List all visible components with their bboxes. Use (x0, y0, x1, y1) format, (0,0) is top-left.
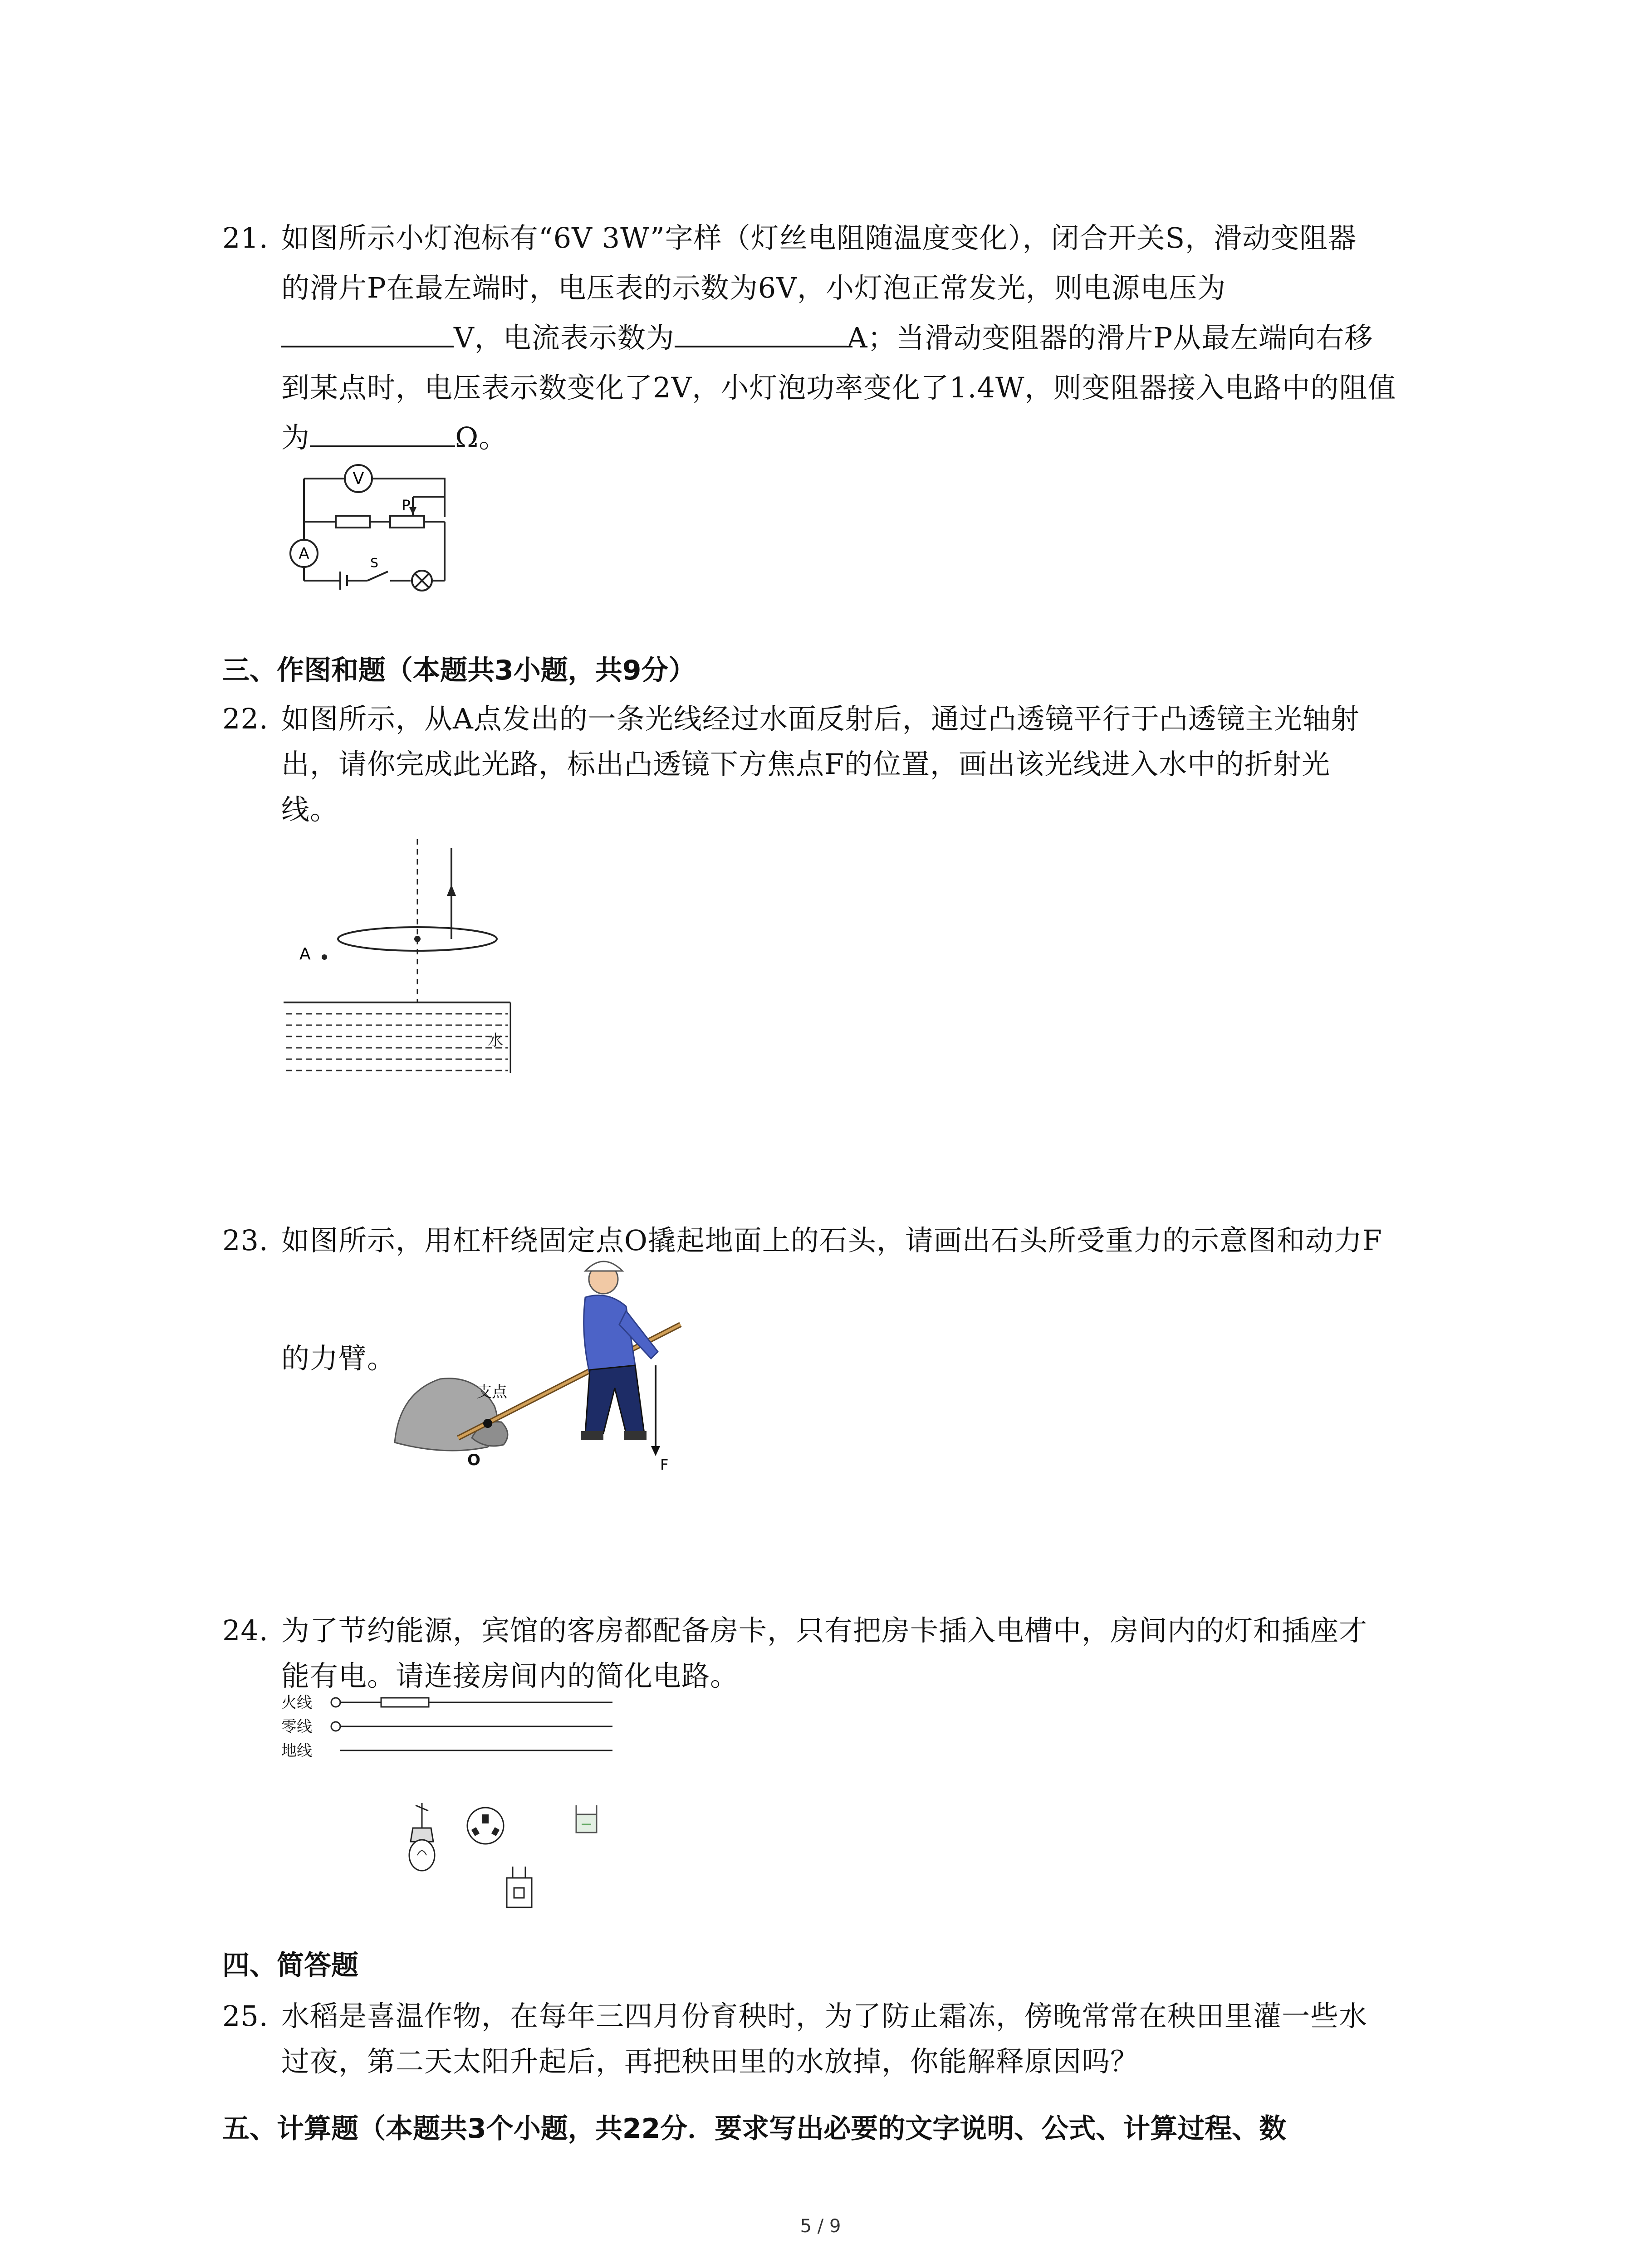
q24-household-circuit (277, 1692, 631, 1919)
question-text-line: 线。 (281, 793, 339, 826)
question-text-line: 如图所示小灯泡标有“6V 3W”字样（灯丝电阻随温度变化），闭合开关S，滑动变阻器 (281, 221, 1357, 254)
water-label: 水 (488, 1031, 503, 1050)
question-text-line: 为了节约能源，宾馆的客房都配备房卡，只有把房卡插入电槽中，房间内的灯和插座才 (281, 1614, 1368, 1647)
switch-label: S (370, 555, 378, 570)
question-text-line: 能有电。请连接房间内的简化电路。 (281, 1659, 739, 1692)
answer-blank[interactable] (675, 318, 847, 347)
question-number: 23. (222, 1224, 269, 1257)
q23-lever-diagram (390, 1243, 735, 1479)
answer-blank[interactable] (310, 418, 455, 447)
ground-wire-label: 地线 (281, 1742, 312, 1760)
force-label: F (660, 1456, 669, 1473)
question-number: 24. (222, 1614, 269, 1647)
page-number: 5 / 9 (800, 2216, 841, 2237)
live-wire-label: 火线 (281, 1694, 312, 1712)
q22-lens-water-diagram (281, 835, 535, 1080)
slider-label: P (402, 497, 411, 514)
q21-circuit-diagram (277, 458, 467, 594)
question-number: 21. (222, 221, 269, 254)
section-heading: 四、简答题 (222, 1950, 358, 1981)
question-text-line: 如图所示，用杠杆绕固定点O撬起地面上的石头，请画出石头所受重力的示意图和动力F (281, 1224, 1382, 1257)
section-heading: 五、计算题（本题共3个小题，共22分．要求写出必要的文字说明、公式、计算过程、数 (222, 2113, 1287, 2145)
question-number: 25. (222, 1999, 269, 2033)
section-heading: 三、作图和题（本题共3小题，共9分） (222, 655, 696, 686)
question-number: 22. (222, 702, 269, 735)
point-a-label: A (299, 945, 311, 963)
question-text-line: 出，请你完成此光路，标出凸透镜下方焦点F的位置，画出该光线进入水中的折射光 (281, 748, 1331, 781)
voltmeter-label: V (353, 469, 364, 488)
question-text-line: 的力臂。 (281, 1342, 396, 1375)
question-text-line: V，电流表示数为 A；当滑动变阻器的滑片P从最左端向右移 (281, 313, 1373, 363)
answer-blank[interactable] (281, 318, 454, 347)
question-text-line: 为 Ω。 (281, 413, 507, 463)
question-text-line: 水稻是喜温作物，在每年三四月份育秧时，为了防止霜冻，傍晚常常在秧田里灌一些水 (281, 1999, 1368, 2033)
pivot-label: 支点 (476, 1383, 507, 1401)
question-text-line: 过夜，第二天太阳升起后，再把秧田里的水放掉，你能解释原因吗？ (281, 2045, 1139, 2078)
question-text-line: 到某点时，电压表示数变化了2V，小灯泡功率变化了1.4W，则变阻器接入电路中的阻值 (281, 371, 1396, 404)
point-o-label: O (467, 1451, 480, 1469)
neutral-wire-label: 零线 (281, 1718, 312, 1736)
question-text-line: 的滑片P在最左端时，电压表的示数为6V，小灯泡正常发光，则电源电压为 (281, 271, 1226, 304)
question-text-line: 如图所示，从A点发出的一条光线经过水面反射后，通过凸透镜平行于凸透镜主光轴射 (281, 702, 1360, 735)
ammeter-label: A (299, 545, 309, 563)
